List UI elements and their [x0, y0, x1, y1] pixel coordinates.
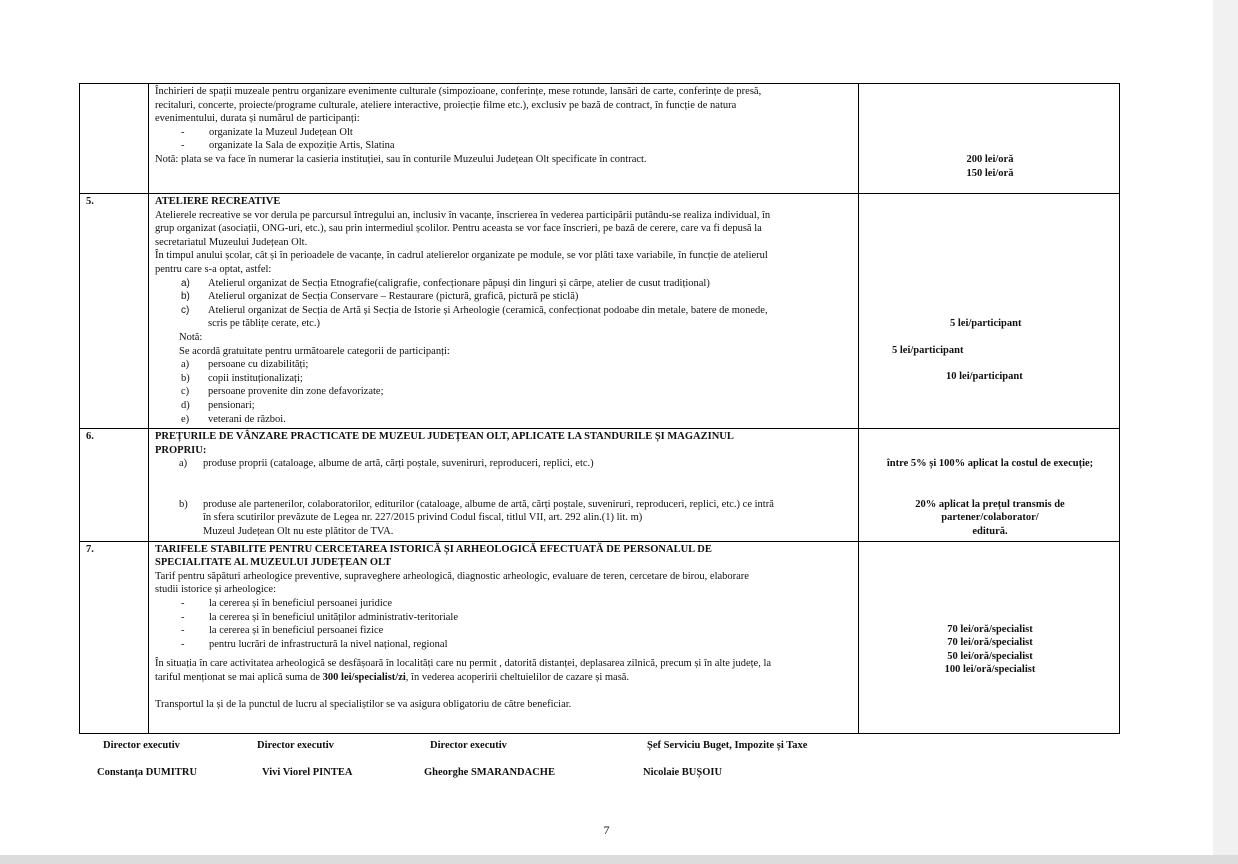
signatory-role: Director executiv [103, 740, 180, 751]
signatory-name: Nicolaie BUȘOIU [643, 767, 723, 778]
list-item: - la cererea și în beneficiul persoanei fizice [181, 625, 384, 637]
list-item: a) produse proprii (cataloage, albume de artă, cărți poștale, suveniruri, reproduceri, replici, etc.) [179, 458, 594, 470]
price-value: 150 lei/oră [966, 167, 1014, 179]
price-value: partener/colaborator/ [941, 512, 1039, 524]
price-value: 10 lei/participant [946, 371, 1023, 383]
list-item: - la cererea și în beneficiul persoanei juridice [181, 598, 393, 610]
signatory-role: Director executiv [257, 740, 334, 751]
price-value: între 5% și 100% aplicat la costul de execuție; [886, 458, 1094, 470]
payment-note: Notă: plata se va face în numerar la casieria instituției, sau în conturile Muzeului Județean Olt specificate în contract. [155, 153, 647, 165]
row-number: 7. [80, 541, 149, 733]
text-line: studii istorice și arheologice: [155, 584, 277, 596]
list-item: - organizate la Sala de expoziție Artis, Slatina [181, 140, 395, 152]
row-description-cell [149, 429, 859, 542]
text-line: pentru care s-a optat, astfel: [155, 263, 272, 275]
list-item: b) copii instituționalizați; [181, 372, 303, 384]
text-line: Închirieri de spații muzeale pentru organizare evenimente culturale (simpozioane, conferințe, mese rotunde, lansări de carte, conferințe de presă, [155, 86, 762, 97]
row-price-cell [859, 194, 1120, 429]
price-value: 50 lei/oră/specialist [947, 650, 1033, 662]
price-value: 70 lei/oră/specialist [947, 637, 1033, 649]
signatory-role: Director executiv [430, 740, 507, 751]
text-line: Atelierele recreative se vor derula pe parcursul întregului an, inclusiv în vacanțe, înscrierea în vederea participării putându-se realiza individual, în [155, 209, 771, 221]
text-line: În situația în care activitatea arheologică se desfășoară în localități care nu permit , datorită distanței, deplasarea zilnică, precum și în alte județe, la [155, 658, 772, 670]
section-heading: ATELIERE RECREATIVE [155, 196, 281, 207]
transport-note: Transportul la și de la punctul de lucru al specialiștilor se va asigura obligatoriu de către beneficiar. [155, 698, 572, 710]
price-value: 5 lei/participant [950, 318, 1022, 329]
list-item: b) produse ale partenerilor, colaboratorilor, editurilor (cataloage, albume de artă, cărți poștale, suveniruri, reproduceri, replici, etc.) ce intră [179, 498, 774, 510]
text-line: scris pe tăblițe cerate, etc.) [208, 318, 320, 330]
row-number: 6. [80, 429, 149, 542]
table-row-research-fees [80, 541, 1120, 733]
list-item: b) Atelierul organizat de Secția Conservare – Restaurare (pictură, grafică, pictură pe sticlă) [181, 291, 579, 303]
text-line: secretariatul Muzeului Județean Olt. [155, 236, 308, 248]
signatory-name: Constanța DUMITRU [97, 767, 198, 778]
list-item: a) persoane cu dizabilități; [181, 359, 309, 371]
list-item: c) persoane provenite din zone defavorizate; [181, 386, 384, 398]
list-item: e) veterani de război. [181, 413, 286, 425]
section-heading: SPECIALITATE AL MUZEULUI JUDEȚEAN OLT [155, 557, 392, 569]
signatory-role: Șef Serviciu Buget, Impozite și Taxe [647, 740, 808, 751]
list-item: - la cererea și în beneficiul unităților administrativ-teritoriale [181, 611, 458, 623]
viewer-margin-right [1213, 0, 1238, 864]
price-value: 20% aplicat la prețul transmis de [915, 498, 1065, 510]
note-label: Notă: [179, 331, 203, 343]
row-description-cell [149, 194, 859, 429]
row-number-cell [80, 84, 149, 194]
table-row-rental [80, 84, 1120, 194]
signatory-name: Vivi Viorel PINTEA [262, 767, 353, 778]
row-number: 5. [80, 194, 149, 429]
price-value: 5 lei/participant [892, 344, 964, 356]
row-price-cell [859, 84, 1120, 194]
price-value: 70 lei/oră/specialist [947, 623, 1033, 635]
text-line: tariful menționat se mai aplică suma de 300 lei/specialist/zi, în vederea acoperirii cheltuielilor de cazare și masă. [155, 672, 630, 683]
text-line: grup organizat (asociații, ONG-uri, etc.), sau prin intermediul școlilor. Pentru aceasta se vor face înscrieri, pe bază de cerere, care va fi depusă la [155, 223, 762, 235]
text-line: în sfera scutirilor prevăzute de Legea nr. 227/2015 privind Codul fiscal, titlul VII, art. 292 alin.(1) lit. m) [203, 512, 643, 524]
list-item: - organizate la Muzeul Județean Olt [181, 126, 353, 138]
row-description-cell [149, 541, 859, 733]
table-row-sales-prices [80, 429, 1120, 542]
text-line: Tarif pentru săpături arheologice preventive, supraveghere arheologică, diagnostic arheologic, evaluare de teren, cercetare de birou, elaborare [155, 570, 749, 582]
list-item: c) Atelierul organizat de Secția de Artă și Secția de Istorie și Arheologie (ceramică, confecționat podoabe din metale, batere de monede, [181, 304, 768, 316]
row-price-cell [859, 429, 1120, 542]
section-heading: PREȚURILE DE VÂNZARE PRACTICATE DE MUZEUL JUDEȚEAN OLT, APLICATE LA STANDURILE ȘI MAGAZINUL [155, 431, 734, 443]
text-line: Se acordă gratuitate pentru următoarele categorii de participanți: [179, 345, 450, 357]
text-line: Muzeul Județean Olt nu este plătitor de TVA. [203, 526, 394, 538]
signatory-name: Gheorghe SMARANDACHE [424, 767, 555, 778]
list-item: d) pensionari; [181, 399, 255, 411]
lodging-fee: 300 lei/specialist/zi [322, 672, 406, 683]
list-item: a) Atelierul organizat de Secția Etnografie(caligrafie, confecționare păpuși din linguri și cârpe, atelier de cusut tradițional) [181, 277, 710, 289]
row-price-cell [859, 541, 1120, 733]
fee-table [79, 83, 1120, 734]
text-line: În timpul anului școlar, cât și în perioadele de vacanțe, în cadrul atelierelor organizate pe module, se vor plăti taxe variabile, în funcție de atelierul [155, 250, 768, 262]
table-row-workshops [80, 194, 1120, 429]
row-description-cell [149, 84, 859, 194]
price-value: editură. [972, 525, 1008, 537]
page-number: 7 [603, 823, 610, 837]
price-value: 200 lei/oră [966, 154, 1014, 165]
section-heading: TARIFELE STABILITE PENTRU CERCETAREA ISTORICĂ ȘI ARHEOLOGICĂ EFECTUATĂ DE PERSONALUL DE [155, 543, 712, 555]
text-line: recitaluri, concerte, proiecte/programe culturale, ateliere interactive, proiecție filme etc.), exclusiv pe bază de contract, în funcție de natura [155, 99, 737, 111]
price-value: 100 lei/oră/specialist [944, 664, 1036, 676]
list-item: - pentru lucrări de infrastructură la nivel național, regional [181, 638, 448, 650]
section-heading: PROPRIU: [155, 444, 207, 456]
viewer-margin-bottom [0, 855, 1238, 864]
text-line: evenimentului, durata și numărul de participanți: [155, 113, 360, 125]
